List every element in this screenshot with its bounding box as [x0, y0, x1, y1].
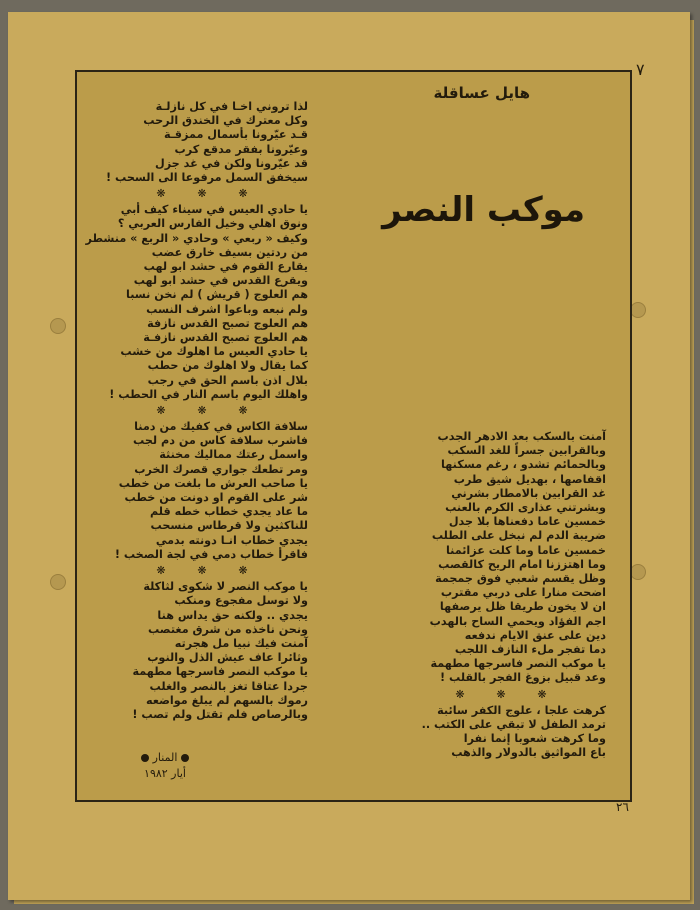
- stanza-separator: ❋ ❋ ❋: [156, 404, 262, 418]
- stanza: [410, 704, 606, 761]
- verse-line: ما عاد يجدي خطاب خطه قلم: [150, 505, 308, 519]
- verse-line: جردا عتاقا تغز بالنصر والغلب: [149, 679, 308, 693]
- verse-line: يا موكب النصر فاسرجها مطهمة: [430, 657, 606, 671]
- verse-line: اضحت منارا على دربي مقترب: [440, 586, 606, 600]
- verse-line: شر على القوم او دونت من خطب: [124, 491, 308, 505]
- stanza: [106, 100, 308, 185]
- verse-line: قد عيّرونا ولكن في غد جزل: [155, 156, 308, 170]
- verse-line: دين على عنق الايام ندفعه: [464, 628, 606, 642]
- verse-line: وكل معترك في الخندق الرحب: [143, 114, 308, 128]
- verse-line: من ردتين بسيف خارق عضب: [151, 245, 308, 259]
- verse-line: يا حادي العيس في سيناء كيف أبي: [120, 203, 308, 217]
- punch-hole: [630, 302, 646, 318]
- verse-line: وظل يقسم شعبي فوق جمجمة: [435, 572, 606, 586]
- verse-line: غد القرابين بالامطار بشرني: [451, 486, 606, 500]
- verse-line: رموك بالسهم لم يبلغ مواضعه: [146, 693, 308, 707]
- verse-line: هم العلوج تصبح القدس نازفـة: [143, 331, 308, 345]
- stanza-separator: ❋ ❋ ❋: [156, 564, 262, 578]
- stanza: [410, 430, 606, 686]
- verse-line: لذا تروني اخـا في كل نازلـة: [155, 100, 308, 113]
- verse-line: وعد قبيل بزوغ الفجر بالقلب !: [439, 671, 606, 685]
- stanza-separator: ❋ ❋ ❋: [156, 187, 262, 201]
- verse-line: اقفاصها ، بهديل شيق طرب: [453, 472, 606, 486]
- verse-line: وعيّرونا بفقر مدقع كرب: [174, 142, 308, 156]
- corner-mark: ٧: [636, 60, 645, 79]
- verse-line: آمنت فيك نبيا مل هجرته: [174, 636, 308, 650]
- verse-line: وبالقرابين جسراً للغد السكب: [447, 444, 606, 458]
- page-number: ٢٦: [616, 800, 629, 814]
- verse-line: ويقرع القدس في حشد ابو لهب: [133, 274, 308, 288]
- source-credit: [120, 750, 210, 782]
- verse-line: فاشرب سلافة كاس من دم لجب: [133, 434, 308, 448]
- verse-line: ونوق اهلي وخيل الفارس العربي ؟: [117, 217, 308, 231]
- verse-line: وكيف « ربعي » وحادي « الربع » منشطر: [85, 231, 308, 245]
- verse-line: خمسين عاما دفعناها بلا جدل: [448, 515, 606, 529]
- verse-line: ترمد الطفل لا تبقي على الكتب ..: [421, 717, 606, 731]
- punch-hole: [630, 564, 646, 580]
- verse-line: يقارع القوم في حشد ابو لهب: [143, 260, 308, 274]
- verse-line: ان لا يخون طريقا ظل يرصفها: [439, 600, 606, 614]
- verse-line: للناكثين ولا قرطاس منسحب: [150, 519, 308, 533]
- verse-line: يجدي .. ولكنه حق يداس هنا: [157, 608, 308, 622]
- verse-line: ومر تطعك جواري قصرك الخرب: [134, 462, 308, 476]
- poem-title: موكب النصر: [382, 190, 585, 230]
- verse-line: وبالحمائم تشدو ، رغم مسكنها: [441, 458, 606, 472]
- verse-line: ولم نبعه وباعوا اشرف النسب: [146, 302, 308, 316]
- verse-line: فاقرأ خطاب دمي في لجة الصخب !: [114, 547, 308, 561]
- verse-line: دما تفجر ملء النازف اللجب: [454, 643, 606, 657]
- verse-line: يا صاحب العرش ما بلغت من خطب: [118, 476, 308, 490]
- verse-line: واهلك اليوم باسم النار في الحطب !: [109, 387, 308, 401]
- verse-line: ولا توسل مفجوع ومنكب: [174, 594, 308, 608]
- verse-line: سيخفق السمل مرفوعا الى السحب !: [106, 171, 308, 185]
- verse-line: ضريبة الدم لم نبخل على الطلب: [431, 529, 606, 543]
- source-date: أيار ١٩٨٢: [144, 767, 186, 780]
- verse-line: قـد عيّرونا بأسمال ممزقـة: [164, 128, 308, 142]
- verse-line: يا حادي العيس ما اهلوك من خشب: [120, 345, 308, 359]
- stanza-separator: ❋ ❋ ❋: [455, 687, 561, 701]
- bullet-icon: [181, 754, 189, 762]
- verse-line: واسمل رعتك مماليك مخنثة: [159, 448, 308, 462]
- verse-line: اجم الفؤاد ويحمي الساح بالهدب: [429, 614, 606, 628]
- stanza: [85, 203, 308, 402]
- bullet-icon: [141, 754, 149, 762]
- verse-line: هم العلوج ( قريش ) لم نخن نسبا: [126, 288, 308, 302]
- verse-line: آمنت بالسكب بعد الادهر الجدب: [437, 430, 606, 443]
- verse-line: كما يقال ولا اهلوك من حطب: [147, 359, 308, 373]
- source-name: المنار: [152, 751, 178, 764]
- punch-hole: [50, 574, 66, 590]
- verse-line: وبالرصاص فلم تقتل ولم تصب !: [132, 707, 308, 721]
- verse-line: كرهت علجا ، علوج الكفر سائبة: [437, 703, 606, 717]
- punch-hole: [50, 318, 66, 334]
- verse-line: سلافة الكاس في كفيك من دمنا: [134, 420, 308, 434]
- author-name: هايل عساقلة: [433, 84, 530, 102]
- verse-line: وما كرهت شعوبا إنما نفرا: [463, 732, 606, 746]
- verse-line: خمسين عاما وما كلت عزائمنا: [445, 543, 606, 557]
- verse-line: يا موكب النصر فاسرجها مطهمة: [132, 665, 308, 679]
- verse-line: بلال اذن باسم الحق في رجب: [147, 373, 308, 387]
- verse-line: ونحن ناخذه من شرق مغتصب: [147, 622, 308, 636]
- verse-line: باع المواثيق بالدولار والذهب: [451, 746, 606, 760]
- verse-line: هم العلوج تصبح القدس نازفة: [147, 316, 308, 330]
- verse-line: وما اهتززنا امام الريح كالقصب: [438, 557, 606, 571]
- stanza: [110, 580, 308, 722]
- verse-line: وبشرتني عذارى الكرم بالعنب: [445, 501, 606, 515]
- left-column: [85, 100, 308, 722]
- stanza: [110, 420, 308, 562]
- verse-line: وثائرا عاف عيش الذل والنوب: [147, 651, 308, 665]
- right-column: [410, 430, 606, 760]
- verse-line: يجدي خطاب انـا دونته بدمي: [155, 533, 308, 547]
- verse-line: يا موكب النصر لا شكوى لثاكلة: [143, 580, 308, 594]
